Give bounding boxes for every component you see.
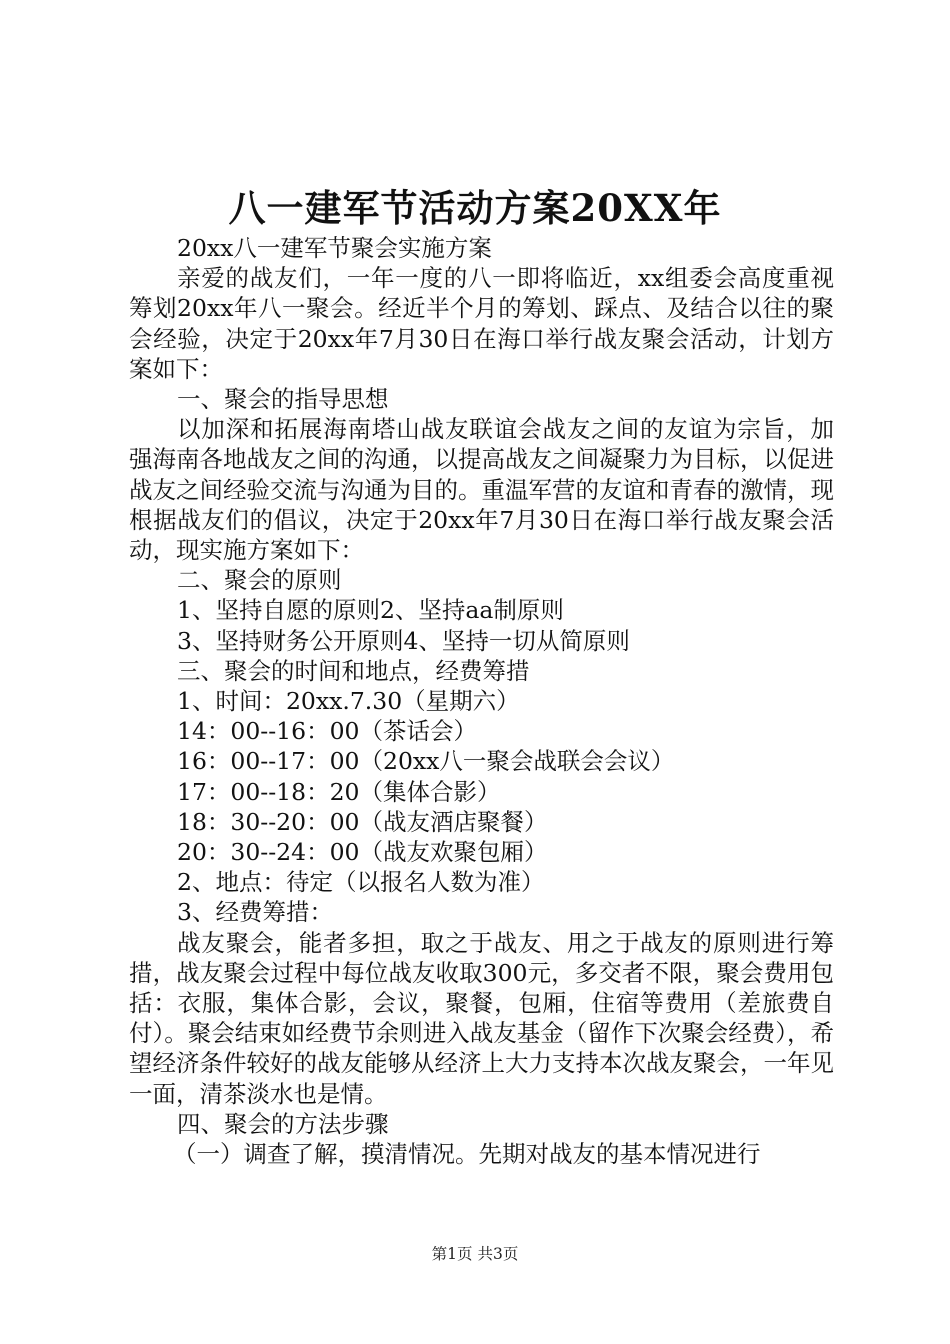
section-heading-1: 一、聚会的指导思想 xyxy=(177,385,389,414)
location-line: 2、地点：待定（以报名人数为准） xyxy=(177,868,545,897)
schedule-item: 20：30--24：00（战友欢聚包厢） xyxy=(177,838,548,867)
principle-line-2: 3、坚持财务公开原则4、坚持一切从简原则 xyxy=(177,626,630,655)
schedule-item: 16：00--17：00（20xx八一聚会战联会会议） xyxy=(177,747,675,776)
paragraph-step-1: （一）调查了解，摸清情况。先期对战友的基本情况进行 xyxy=(173,1140,761,1169)
section-heading-2: 二、聚会的原则 xyxy=(177,566,342,595)
section-heading-4: 四、聚会的方法步骤 xyxy=(177,1109,389,1138)
funding-heading: 3、经费筹措： xyxy=(177,898,333,927)
paragraph-intro: 亲爱的战友们，一年一度的八一即将临近，xx组委会高度重视筹划20xx年八一聚会。经近半个月的筹划、踩点、及结合以往的聚会经验，决定于20xx年7月30日在海口举行战友聚会活动，计划方案如下： xyxy=(129,264,834,383)
schedule-item: 14：00--16：00（茶话会） xyxy=(177,717,477,746)
paragraph-subtitle: 20xx八一建军节聚会实施方案 xyxy=(177,234,492,262)
document-title: 八一建军节活动方案20XX年 xyxy=(228,186,722,230)
schedule-item: 17：00--18：20（集体合影） xyxy=(177,777,501,806)
page-footer: 第1页 共3页 xyxy=(431,1245,519,1263)
schedule-date: 1、时间：20xx.7.30（星期六） xyxy=(177,687,520,716)
section-heading-3: 三、聚会的时间和地点，经费筹措 xyxy=(177,656,530,685)
document-body xyxy=(129,233,834,1169)
principle-line-1: 1、坚持自愿的原则2、坚持aa制原则 xyxy=(177,596,564,625)
paragraph-guiding-idea: 以加深和拓展海南塔山战友联谊会战友之间的友谊为宗旨，加强海南各地战友之间的沟通，以提高战友之间凝聚力为目标，以促进战友之间经验交流与沟通为目的。重温军营的友谊和青春的激情，现根据战友们的倡议，决定于20xx年7月30日在海口举行战友聚会活动，现实施方案如下： xyxy=(129,415,834,565)
paragraph-funding: 战友聚会，能者多担，取之于战友、用之于战友的原则进行筹措，战友聚会过程中每位战友收取300元，多交者不限，聚会费用包括：衣服，集体合影，会议，聚餐，包厢，住宿等费用（差旅费自付）。聚会结束如经费节余则进入战友基金（留作下次聚会经费），希望经济条件较好的战友能够从经济上大力支持本次战友聚会，一年见一面，清茶淡水也是情。 xyxy=(129,928,834,1108)
schedule-item: 18：30--20：00（战友酒店聚餐） xyxy=(177,807,548,836)
